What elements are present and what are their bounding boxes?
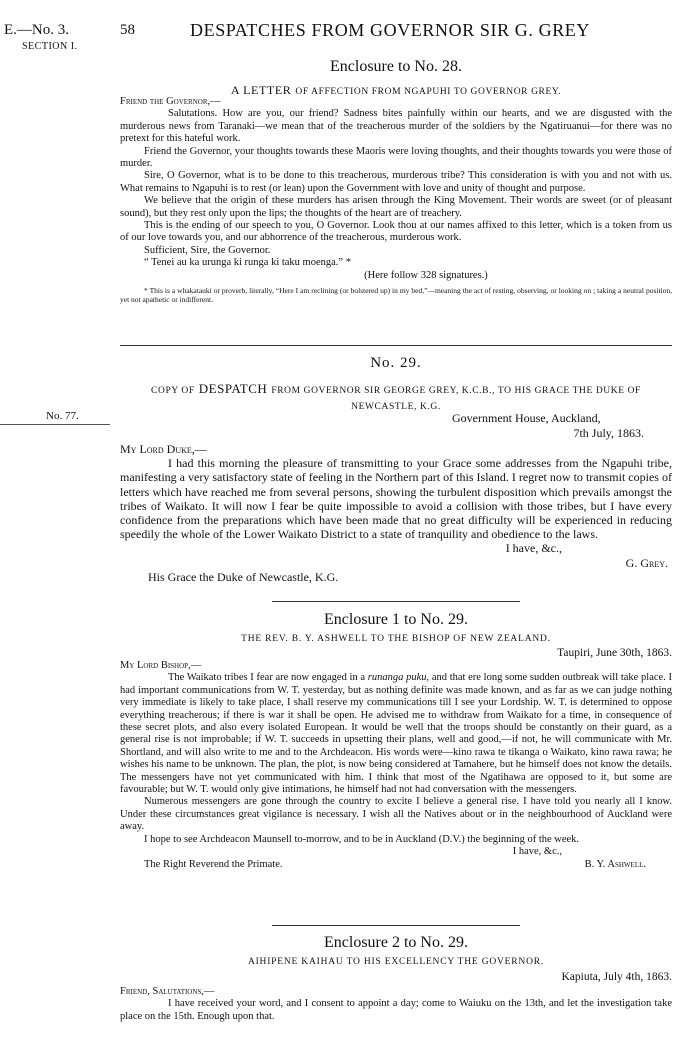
- page-title: DESPATCHES FROM GOVERNOR SIR G. GREY: [190, 20, 591, 40]
- footnote: * This is a whakatauki or proverb, literally, “Here I am reclining (or bolstered up) in my bed,”—meaning the act of resting, observing, or looking on ; taking a neutral position, yet not apathetic or indifferent.: [120, 286, 672, 305]
- signatures-note: (Here follow 328 signatures.): [364, 269, 488, 281]
- subheading-rest: OF AFFECTION FROM NGAPUHI TO GOVERNOR GREY.: [295, 87, 562, 97]
- subheading-from: FROM GOVERNOR SIR GEORGE GREY, K.C.B., TO HIS GRACE THE DUKE OF: [271, 386, 641, 396]
- enclosure-1-29-heading: Enclosure 1 to No. 29.: [324, 611, 468, 628]
- letter-footer: [120, 859, 672, 871]
- despatch-address-block: [400, 411, 644, 441]
- enclosure-28-heading: Enclosure to No. 28.: [330, 58, 462, 75]
- enclosure-1-29-subheading: THE REV. B. Y. ASHWELL TO THE BISHOP OF NEW ZEALAND.: [241, 634, 551, 644]
- subheading-copy: COPY OF: [151, 386, 195, 396]
- margin-rule: [0, 424, 110, 425]
- maori-saying: “ Tenei au ka urunga ki runga ki taku moenga.” *: [144, 257, 351, 269]
- section-divider: [120, 345, 672, 346]
- section-divider: [272, 601, 520, 602]
- despatch-address: Government House, Auckland,: [452, 411, 601, 425]
- section-label: SECTION I.: [22, 41, 78, 52]
- despatch-date: 7th July, 1863.: [573, 426, 644, 440]
- section-divider: [272, 925, 520, 926]
- letter-paragraph: I hope to see Archdeacon Maunsell to-morrow, and to be in Auckland (D.V.) the beginning of the week.: [144, 833, 580, 845]
- despatch-body: I had this morning the pleasure of transmitting to your Grace some addresses from the Ngapuhi tribe, manifesting a very satisfactory state of feeling in the Northern part of this Island. I regret now to transmit copies of letters which have reached me from several persons, showing the turbulent disposition which prevails amongst the tribes of Waikato. It will now I fear be quite impossible to avoid a collision with those tribes, but I have every confidence from the preparations which have been made that no great difficulty will be experienced in reducing speedily the whole of the Lower Waikato District to a state of tranquility and obedience to the laws.: [120, 456, 672, 542]
- letter-closing: Sufficient, Sire, the Governor.: [144, 244, 271, 256]
- enclosure-1-29-place-date: Taupiri, June 30th, 1863.: [557, 647, 672, 659]
- despatch-29-letter: [120, 442, 672, 584]
- letter-paragraph: [120, 672, 672, 796]
- paragraph-text: The Waikato tribes I fear are now engaged in a: [168, 672, 366, 684]
- subheading-lead: A LETTER: [230, 83, 292, 97]
- letter-signature: B. Y. Ashwell.: [584, 858, 646, 870]
- enclosure-2-29-subheading: AIHIPENE KAIHAU TO HIS EXCELLENCY THE GOVERNOR.: [247, 957, 545, 967]
- letter-salutation: Friend the Governor,—: [120, 96, 221, 107]
- maori-term: runanga puku,: [367, 672, 430, 684]
- enclosure-1-29-letter: [120, 660, 672, 871]
- enclosure-28-letter: [120, 96, 672, 304]
- margin-note: No. 77.: [46, 410, 79, 422]
- enclosure-2-29-place-date: Kapiuta, July 4th, 1863.: [561, 971, 672, 983]
- letter-closing: I have, &c.,: [512, 846, 562, 858]
- letter-salutation: Friend, Salutations,—: [120, 986, 215, 997]
- letter-addressee: The Right Reverend the Primate.: [144, 858, 283, 870]
- letter-paragraph: Numerous messengers are gone through the country to excite I believe a general rise. I have told you nearly all I know. Under these circumstances great vigilance is necessary. I wish all the Natives about or in the neighbourhood of Auckland were away.: [120, 796, 672, 833]
- page-number: 58: [120, 22, 135, 38]
- despatch-29-subheading: [120, 382, 672, 414]
- despatch-signature: G. Grey.: [625, 555, 668, 570]
- enclosure-2-29-letter: [120, 986, 672, 1023]
- letter-salutation: My Lord Bishop,—: [120, 660, 202, 671]
- letter-paragraph: This is the ending of our speech to you, O Governor. Look thou at our names affixed to this letter, which is a token from us of our love towards you, and our abhorrence of the treacherous, murderous work.: [120, 220, 672, 244]
- despatch-salutation: My Lord Duke,—: [120, 442, 207, 456]
- subheading-despatch: DESPATCH: [198, 381, 268, 396]
- letter-paragraph: Salutations. How are you, our friend? Sadness bites painfully within our hearts, and we are disgusted with the murderous news from Taranaki—we mean that of the treacherous murder of the soldiers by the Ngatiruanui—for there was no pretext for this hateful work.: [120, 108, 672, 145]
- paragraph-text: and that ere long some sudden outbreak will take place. I had important communications from W. T. yesterday, but as nothing definite was made known, and as far as we can judge nothing very immediate is likely to take place, I shall reserve my communications till I see your Lordship. W. T. is determined to oppose everything treacherous; if there is war it shall be open. He advised me to withdraw from Waikato for a time, in consequence of these secret plots, and also every isolated European. It would be well that the troops should be constantly on their guard, as a general rise is not improbable; if W. T. succeeds in upsetting their plans, well and good,—if not, he will communicate with Mr. Shortland, and will also write to me and to the Archdeacon. His words were—kino rawa te tikanga o Waikato, kino rawa rawa; he wishes his name to be unknown. The plan, the plot, is now being considered at Tamahere, but he himself does not know the details. The messengers have not yet communicated with him. I think that most of the Ngatihawa are opposed to it, but some are favourable; but W. T. would only give intimations, he himself had not had conversation with the messengers.: [120, 672, 673, 796]
- letter-paragraph: I have received your word, and I consent to appoint a day; come to Waiuku on the 13th, and let the investigation take place on the 15th. Enough upon that.: [120, 998, 672, 1022]
- enclosure-2-29-heading: Enclosure 2 to No. 29.: [324, 934, 468, 951]
- despatch-closing: I have, &c.,: [505, 541, 562, 556]
- despatch-addressee: His Grace the Duke of Newcastle, K.G.: [148, 569, 339, 584]
- despatch-29-heading: No. 29.: [370, 355, 422, 371]
- letter-paragraph: Sire, O Governor, what is to be done to this treacherous, murderous tribe? This consideration is with you and not with us. What remains to Ngapuhi is to rest (or lean) upon the Government with love and unity of thought and purpose.: [120, 170, 672, 194]
- letter-paragraph: We believe that the origin of these murders has arisen through the King Movement. Their words are sweet (or of pleasant sound), but they rest only upon the lips; the thoughts of the heart are of treachery.: [120, 195, 672, 219]
- document-reference: E.—No. 3.: [4, 22, 69, 38]
- letter-paragraph: Friend the Governor, your thoughts towards these Maoris were loving thoughts, and their thoughts towards you were those of murder.: [120, 145, 672, 170]
- subheading-newcastle: NEWCASTLE, K.G.: [351, 402, 441, 412]
